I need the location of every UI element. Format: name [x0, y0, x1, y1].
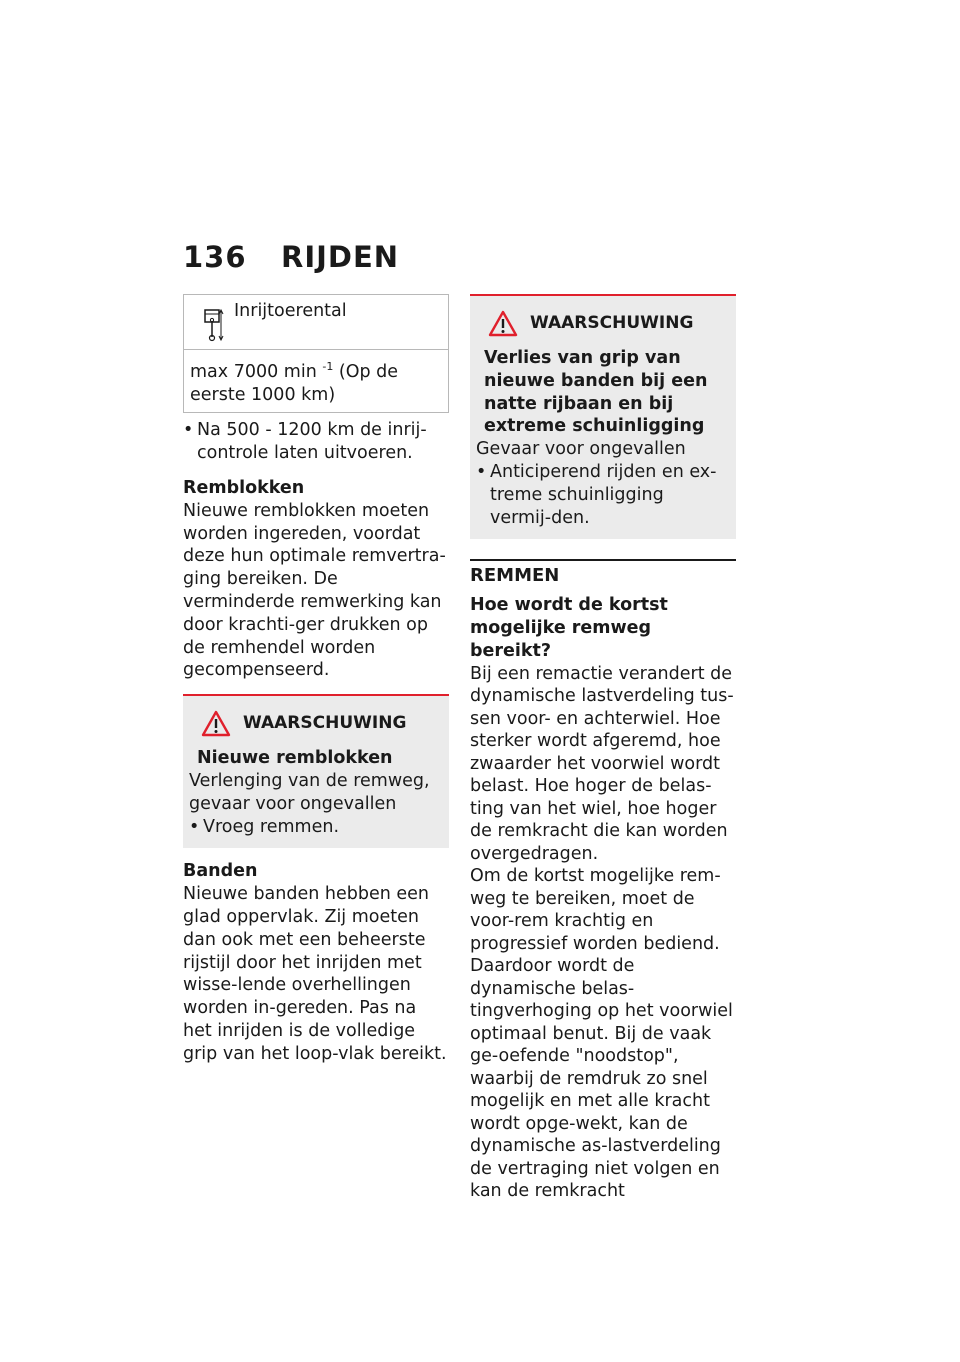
warning-triangle-icon [201, 710, 231, 737]
warning-text: Gevaar voor ongevallen [476, 439, 686, 460]
braking-heading: REMMEN [470, 565, 560, 587]
warning-triangle-icon [488, 310, 518, 337]
warning-bullet: • Anticiperend rijden en ex-treme schuinligging vermij-den. [476, 461, 730, 529]
warning-heading: WAARSCHUWING [530, 313, 694, 334]
warning-subtitle: Verlies van grip van nieuwe banden bij een natte rijbaan en bij extreme schuinligging [484, 348, 708, 437]
brake-pads-warning [183, 694, 449, 848]
braking-subheading: Hoe wordt de kortst mogelijke remweg bereikt? [470, 595, 668, 661]
right-column [470, 294, 736, 1203]
tire-grip-warning [470, 294, 736, 539]
left-column [183, 294, 449, 1066]
warning-header [476, 310, 730, 337]
braking-paragraph-1: Bij een remactie verandert de dynamische lastverdeling tus-sen voor- en achterwiel. Hoe sterker wordt afgeremd, hoe zwaarder het voorwiel wordt belast. Hoe hoger de belas-ting van het wiel, hoe hoger de remkracht die kan worden overgedragen. [470, 663, 734, 864]
braking-paragraph-2: Om de kortst mogelijke rem-weg te bereiken, moet de voor-rem krachtig en progressief worden bediend. Daardoor wordt de dynamische belas-tingverhoging op het voorwiel optimaal benut. Bij de vaak ge-oefende "noodstop", waarbij de remdruk zo snel mogelijk en met alle kracht wordt opge-wekt, kan de dynamische as-lastverdeling de vertraging niet volgen en kan de remkracht [470, 866, 733, 1202]
brake-pads-text: Nieuwe remblokken moeten worden ingereden, voordat deze hun optimale remvertra-ging bereiken. De verminderde remwerking kan door krachti-ger drukken op de remhendel worden gecompenseerd. [183, 500, 446, 681]
rpm-exponent: -1 [322, 360, 334, 373]
tires-title: Banden [183, 861, 258, 882]
brake-pads-section [183, 477, 449, 682]
brake-pads-title: Remblokken [183, 478, 305, 499]
rpm-value-note: (Op de eerste 1000 km) [190, 361, 399, 405]
engine-piston-icon [202, 308, 224, 342]
tires-section [183, 860, 449, 1065]
tires-text: Nieuwe banden hebben een glad oppervlak. Zij moeten dan ook met een beheerste rijstijl door het inrijden met wisse-lende overhellingen worden in-gereden. Pas na het inrijden is de volledige grip van het loop-vlak bereikt. [183, 884, 447, 1064]
break-in-rpm-label: Inrijtoerental [234, 301, 347, 321]
warning-text: Verlenging van de remweg, gevaar voor ongevallen [189, 770, 430, 814]
warning-subtitle: Nieuwe remblokken [197, 748, 393, 769]
warning-header [189, 710, 443, 737]
braking-section [470, 559, 736, 1202]
inspection-bullet: • Na 500 - 1200 km de inrij-controle laten uitvoeren. [183, 419, 449, 465]
break-in-rpm-box [183, 294, 449, 413]
break-in-rpm-value [184, 350, 448, 412]
page-number: 136 [183, 240, 247, 274]
break-in-rpm-header [184, 295, 448, 350]
section-title: RIJDEN [281, 240, 400, 274]
warning-heading: WAARSCHUWING [243, 713, 407, 734]
page-header [183, 240, 399, 274]
warning-bullet: • Vroeg remmen. [189, 816, 443, 839]
rpm-value-text: max 7000 min [190, 361, 317, 382]
